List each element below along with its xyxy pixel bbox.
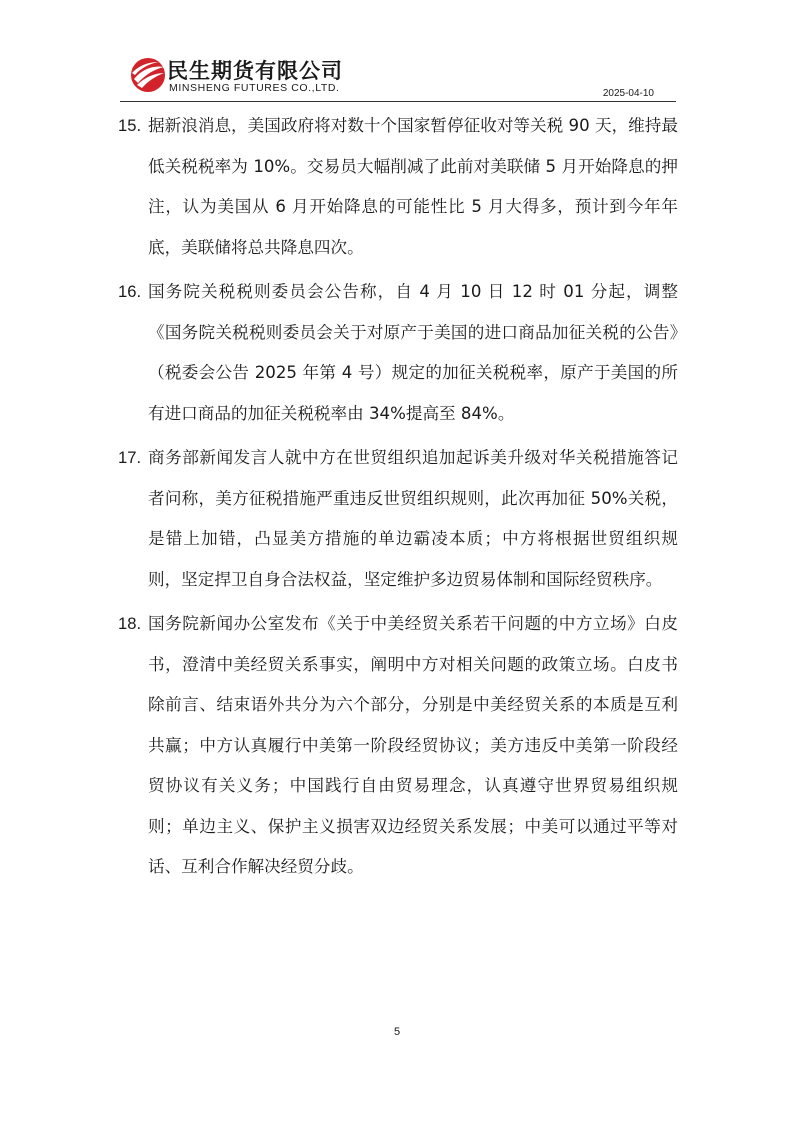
- item-number: 18.: [118, 614, 142, 633]
- brand-name-en: MINSHENG FUTURES CO.,LTD.: [169, 82, 340, 94]
- news-item-16: [118, 272, 678, 434]
- header-divider: [120, 101, 676, 102]
- item-text: 据新浪消息，美国政府将对数十个国家暂停征收对等关税 90 天，维持最低关税税率为 10%。交易员大幅削减了此前对美联储 5 月开始降息的押注，认为美国从 6 月开始降息的可能性比 5 月大得多，预计到今年年底，美联储将总共降息四次。: [148, 116, 678, 257]
- news-list: [118, 106, 678, 892]
- page-header: [120, 52, 676, 102]
- brand-name-cn: 民生期货有限公司: [167, 59, 343, 83]
- item-text: 商务部新闻发言人就中方在世贸组织追加起诉美升级对华关税措施答记者问称，美方征税措施严重违反世贸组织规则，此次再加征 50%关税，是错上加错，凸显美方措施的单边霸凌本质；中方将根据世贸组织规则，坚定捍卫自身合法权益，坚定维护多边贸易体制和国际经贸秩序。: [148, 448, 678, 589]
- news-item-15: [118, 106, 678, 268]
- item-number: 17.: [118, 448, 142, 467]
- page-number: 5: [393, 1026, 401, 1038]
- item-text: 国务院新闻办公室发布《关于中美经贸关系若干问题的中方立场》白皮书，澄清中美经贸关系事实，阐明中方对相关问题的政策立场。白皮书除前言、结束语外共分为六个部分，分别是中美经贸关系的本质是互利共赢；中方认真履行中美第一阶段经贸协议；美方违反中美第一阶段经贸协议有关义务；中国践行自由贸易理念，认真遵守世界贸易组织规则；单边主义、保护主义损害双边经贸关系发展；中美可以通过平等对话、互利合作解决经贸分歧。: [148, 614, 678, 876]
- news-item-18: [118, 604, 678, 888]
- item-text: 国务院关税税则委员会公告称，自 4 月 10 日 12 时 01 分起，调整《国务院关税税则委员会关于对原产于美国的进口商品加征关税的公告》（税委会公告 2025 年第 4 号）规定的加征关税税率，原产于美国的所有进口商品的加征关税税率由 34%提高至 84%。: [148, 282, 678, 423]
- item-number: 15.: [118, 116, 142, 135]
- report-date: 2025-04-10: [602, 88, 654, 99]
- news-item-17: [118, 438, 678, 600]
- item-number: 16.: [118, 282, 142, 301]
- minsheng-logo-icon: [128, 55, 168, 95]
